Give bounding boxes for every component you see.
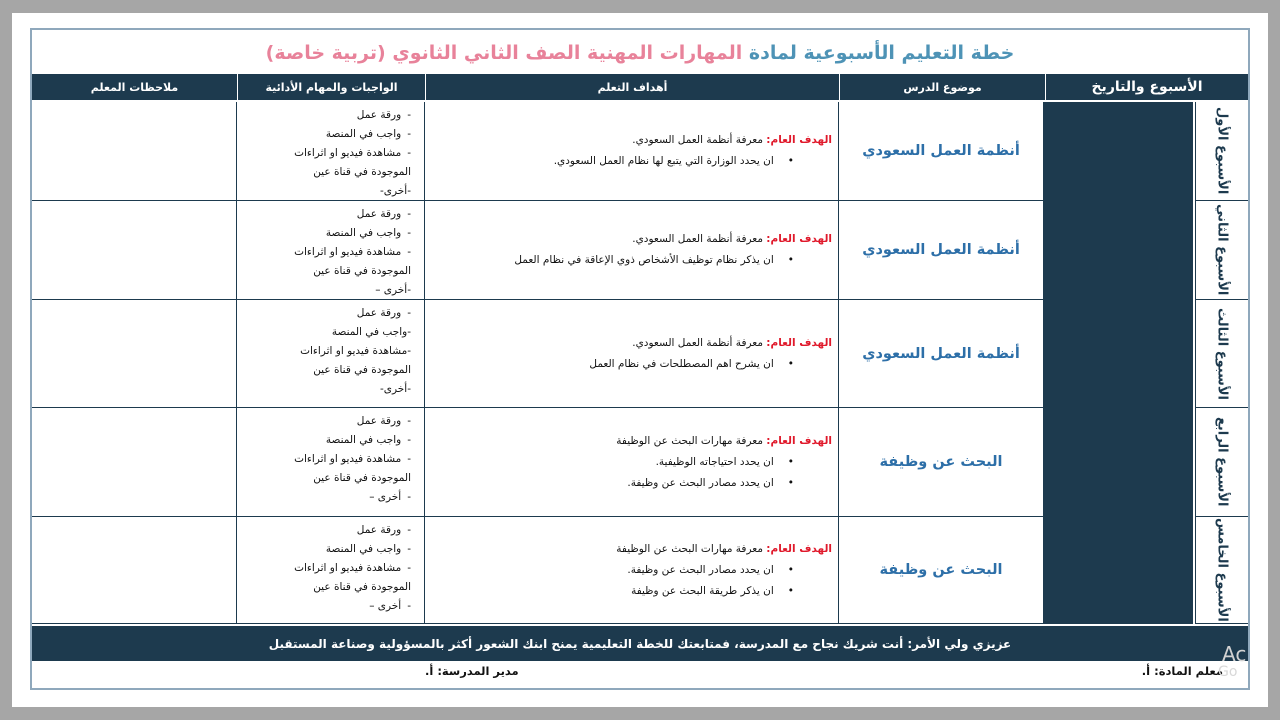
goal-main: معرفة مهارات البحث عن الوظيفة — [616, 542, 763, 555]
task-item: -أخرى- — [380, 185, 411, 197]
task-item: - ورقة عمل — [237, 304, 411, 323]
tasks-cell — [237, 201, 425, 299]
week-row — [32, 102, 1043, 201]
goal-bullet: • ان يذكر نظام توظيف الأشخاص ذوي الإعاقة في نظام العمل — [425, 250, 832, 271]
teacher-signature: معلم المادة: أ. — [1141, 664, 1223, 678]
week-row — [32, 517, 1043, 624]
header-notes: ملاحظات المعلم — [32, 74, 237, 100]
task-item: الموجودة في قناة عين — [313, 166, 411, 178]
task-item: - مشاهدة فيديو او اثراءات — [237, 450, 411, 469]
task-item: الموجودة في قناة عين — [313, 581, 411, 593]
weekly-plan-sheet — [30, 28, 1250, 690]
notes-cell — [32, 300, 237, 407]
task-item: - مشاهدة فيديو او اثراءات — [237, 559, 411, 578]
task-item: - واجب في المنصة — [237, 540, 411, 559]
goal-label: الهدف العام: — [766, 434, 832, 447]
goal-label: الهدف العام: — [766, 336, 832, 349]
topic-cell: البحث عن وظيفة — [879, 562, 1003, 578]
tasks-cell — [237, 408, 425, 516]
topic-cell: أنظمة العمل السعودي — [862, 242, 1020, 258]
watermark-text-2: Go — [1218, 664, 1238, 680]
goal-bullet: • ان يشرح اهم المصطلحات في نظام العمل — [425, 354, 832, 375]
goal-main: معرفة أنظمة العمل السعودي. — [632, 336, 763, 349]
task-item: - ورقة عمل — [237, 205, 411, 224]
task-item: - مشاهدة فيديو او اثراءات — [237, 243, 411, 262]
topic-cell: البحث عن وظيفة — [879, 454, 1003, 470]
task-item: - واجب في المنصة — [237, 224, 411, 243]
header-goals: أهداف التعلم — [425, 74, 839, 100]
notes-cell — [32, 201, 237, 299]
week-row — [32, 408, 1043, 517]
task-item: -أخرى – — [375, 284, 411, 296]
task-item: -واجب في المنصة — [331, 326, 411, 338]
tasks-cell — [237, 517, 425, 623]
goal-main: معرفة أنظمة العمل السعودي. — [632, 233, 763, 245]
task-item: - واجب في المنصة — [237, 125, 411, 144]
notes-cell — [32, 408, 237, 516]
task-item: - ورقة عمل — [237, 106, 411, 125]
task-item: -مشاهدة فيديو او اثراءات — [300, 345, 411, 357]
header-week-date: الأسبوع والتاريخ — [1045, 74, 1248, 100]
week-label-5: الأسبوع الخامس — [1195, 517, 1248, 624]
topic-cell: أنظمة العمل السعودي — [862, 143, 1020, 159]
goals-cell — [425, 517, 839, 623]
week-label-2: الأسبوع الثاني — [1195, 201, 1248, 300]
goals-cell — [425, 408, 839, 516]
week-label-4: الأسبوع الرابع — [1195, 408, 1248, 517]
week-label-3: الأسبوع الثالث — [1195, 300, 1248, 408]
task-item: - ورقة عمل — [237, 521, 411, 540]
title-part-2: المهارات المهنية الصف الثاني الثانوي (تربية خاصة) — [265, 42, 743, 64]
task-item: -أخرى- — [380, 383, 411, 395]
tasks-cell — [237, 102, 425, 200]
goal-label: الهدف العام: — [766, 233, 832, 245]
task-item: - ورقة عمل — [237, 412, 411, 431]
task-item: الموجودة في قناة عين — [313, 265, 411, 277]
title-part-1: خطة التعليم الأسبوعية لمادة — [748, 42, 1015, 64]
goal-main: معرفة أنظمة العمل السعودي. — [632, 134, 763, 146]
header-topic: موضوع الدرس — [839, 74, 1045, 100]
goal-bullet: • ان يحدد مصادر البحث عن وظيفة. — [425, 473, 832, 494]
week-row — [32, 300, 1043, 408]
header-tasks: الواجبات والمهام الأدائية — [237, 74, 425, 100]
task-item: - أخرى – — [237, 488, 411, 507]
date-column-band — [1043, 102, 1193, 624]
topic-cell: أنظمة العمل السعودي — [862, 345, 1020, 362]
parent-message-bar: عزيزي ولي الأمر: أنت شريك نجاح مع المدرسة، فمتابعتك للخطة التعليمية يمنح ابنك الشعور أكثر بالمسؤولية وصناعة المستقبل — [32, 626, 1248, 661]
goal-label: الهدف العام: — [766, 134, 832, 146]
goal-bullet: • ان يحدد احتياجاته الوظيفية. — [425, 452, 832, 473]
tasks-cell — [237, 300, 425, 407]
notes-cell — [32, 517, 237, 623]
goals-cell — [425, 300, 839, 407]
week-row — [32, 201, 1043, 300]
goal-bullet: • ان يحدد مصادر البحث عن وظيفة. — [425, 560, 832, 581]
task-item: - واجب في المنصة — [237, 431, 411, 450]
goals-cell — [425, 102, 839, 200]
goal-label: الهدف العام: — [766, 542, 832, 555]
notes-cell — [32, 102, 237, 200]
week-label-1: الأسبوع الأول — [1195, 102, 1248, 201]
watermark-text: Ac — [1222, 642, 1247, 666]
page-title — [32, 42, 1248, 64]
goal-bullet: • ان يحدد الوزارة التي يتبع لها نظام العمل السعودي. — [425, 151, 832, 172]
task-item: الموجودة في قناة عين — [313, 364, 411, 376]
task-item: - أخرى – — [237, 597, 411, 616]
goals-cell — [425, 201, 839, 299]
task-item: - مشاهدة فيديو او اثراءات — [237, 144, 411, 163]
goal-main: معرفة مهارات البحث عن الوظيفة — [616, 434, 763, 447]
task-item: الموجودة في قناة عين — [313, 472, 411, 484]
principal-signature: مدير المدرسة: أ. — [425, 664, 519, 678]
goal-bullet: • ان يذكر طريقة البحث عن وظيفة — [425, 581, 832, 602]
